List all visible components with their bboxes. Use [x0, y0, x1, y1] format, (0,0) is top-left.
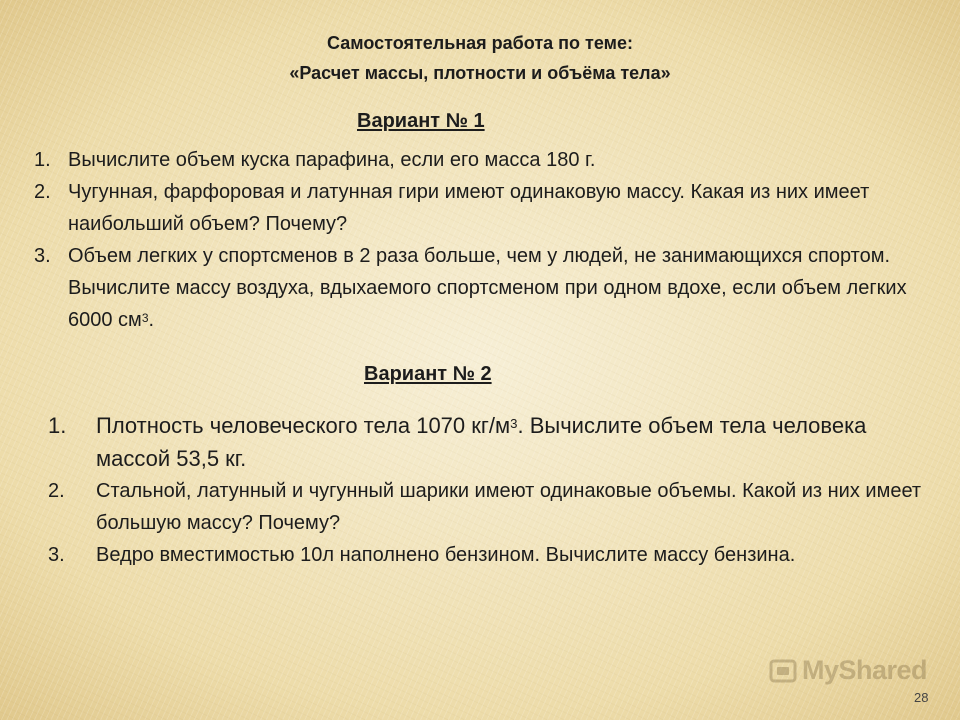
myshared-logo-icon [768, 656, 798, 686]
variant-1-task-3 [34, 240, 948, 336]
task-text-end: . [148, 309, 155, 331]
page-number: 28 [914, 690, 929, 705]
task-number: 2. [48, 480, 65, 502]
myshared-watermark [768, 655, 927, 686]
variant-1-task-2 [34, 176, 948, 240]
task-number: 1. [48, 413, 67, 438]
variant-2-heading: Вариант № 2 [364, 363, 492, 385]
task-number: 1. [34, 149, 51, 171]
task-text: Вычислите объем куска парафина, если его масса 180 г. [68, 149, 596, 171]
superscript-3: 3 [141, 311, 149, 326]
task-text: Плотность человеческого тела 1070 кг/м [96, 413, 511, 438]
variant-2-task-3 [48, 539, 946, 571]
variant-1-heading: Вариант № 1 [357, 110, 485, 132]
variant-2-task-list [48, 409, 946, 571]
task-number: 3. [34, 245, 51, 267]
task-number: 3. [48, 544, 65, 566]
variant-1-task-list [34, 144, 948, 336]
task-text: Стальной, латунный и чугунный шарики имеют одинаковые объемы. Какой из них имеет большую массу? Почему? [96, 480, 922, 534]
task-number: 2. [34, 181, 51, 203]
title-line-2: «Расчет массы, плотности и объёма тела» [289, 63, 671, 83]
watermark-text: MyShared [802, 655, 928, 685]
variant-2-task-2 [48, 475, 946, 539]
title-line-1: Самостоятельная работа по теме: [327, 33, 633, 53]
task-text: Чугунная, фарфоровая и латунная гири имеют одинаковую массу. Какая из них имеет наибольший объем? Почему? [68, 181, 870, 235]
variant-1-task-1 [34, 144, 948, 176]
task-text: Объем легких у спортсменов в 2 раза больше, чем у людей, не занимающихся спортом. Вычислите массу воздуха, вдыхаемого спортсменом при одном вдохе, если объем легких 6000 см [68, 245, 907, 331]
task-text: Ведро вместимостью 10л наполнено бензином. Вычислите массу бензина. [96, 544, 796, 566]
task-text-end: . Вычислите объем тела человека массой 53,5 кг. [96, 413, 867, 471]
variant-2-task-1 [48, 409, 946, 475]
superscript-3: 3 [510, 416, 518, 432]
